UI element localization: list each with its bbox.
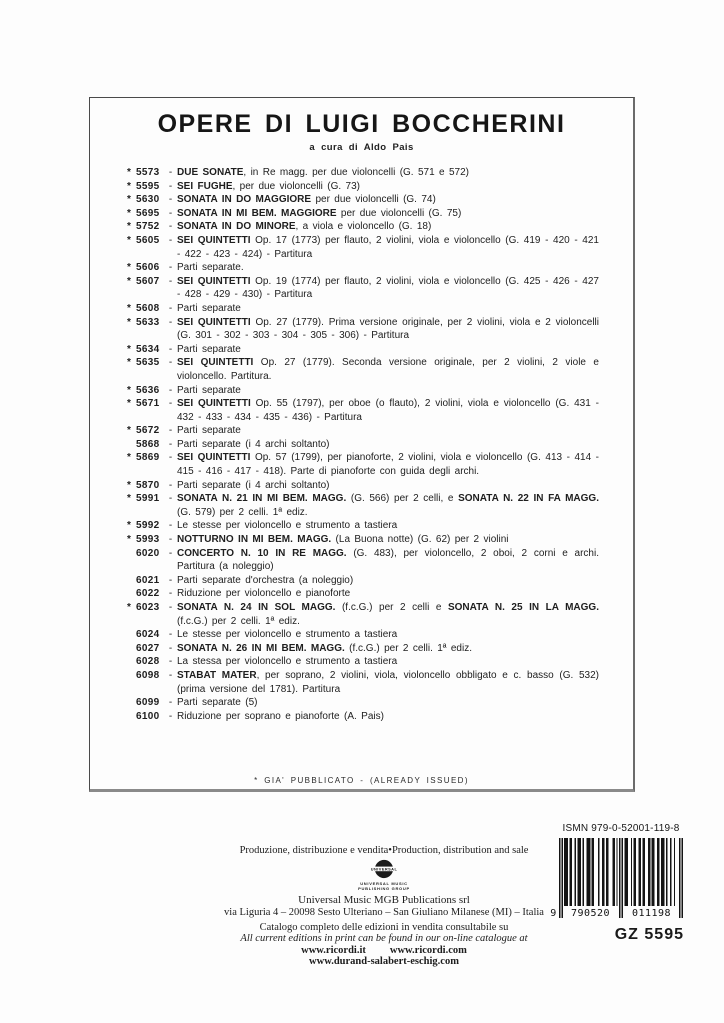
catalog-entry: * 5993 - NOTTURNO IN MI BEM. MAGG. (La Buona notte) (G. 62) per 2 violini <box>127 534 509 546</box>
ean13-barcode <box>550 838 683 919</box>
catalog-entry: 6021 - Parti separate d'orchestra (a noleggio) <box>136 574 354 586</box>
catalog-entry: * 5605 - SEI QUINTETTI Op. 17 (1773) per flauto, 2 violini, viola e violoncello (G. 419 - 420 - 421 - 422 - 423 - 424) - Partitura <box>127 234 599 260</box>
catalog-entry: * 5634 - Parti separate <box>127 343 241 355</box>
globe-icon <box>371 859 397 881</box>
barcode-bars <box>559 838 683 918</box>
catalog-entry: * 5695 - SONATA IN MI BEM. MAGGIORE per due violoncelli (G. 75) <box>127 207 462 219</box>
barcode-digits-left: 790520 <box>564 908 617 919</box>
catalog-entry: * 5633 - SEI QUINTETTI Op. 27 (1779). Prima versione originale, per 2 violini, viola e 2 violoncelli (G. 301 - 302 - 303 - 304 - 305 - 306) - Partitura <box>127 316 599 342</box>
catalog-entry: * 5869 - SEI QUINTETTI Op. 57 (1799), per pianoforte, 2 violini, viola e violoncello (G. 413 - 414 - 415 - 416 - 417 - 418). Parte di pianoforte con guida degli archi. <box>127 452 599 478</box>
catalog-entry: * 5671 - SEI QUINTETTI Op. 55 (1797), per oboe (o flauto), 2 violini, viola e violoncello (G. 431 - 432 - 433 - 434 - 435 - 436) - Partitura <box>127 398 599 423</box>
catalog-entry: 6028 - La stessa per violoncello e strumento a tastiera <box>136 656 398 668</box>
barcode-digits-right: 011198 <box>625 908 678 919</box>
publisher-address: via Liguria 4 – 20098 Sesto Ulteriano – San Giuliano Milanese (MI) – Italia <box>224 907 544 918</box>
catalog-entry: 6027 - SONATA N. 26 IN MI BEM. MAGG. (f.c.G.) per 2 celli. 1ª ediz. <box>136 642 472 654</box>
catalog-entry: 5868 - Parti separate (i 4 archi soltanto) <box>136 438 330 450</box>
catalog-list <box>127 166 599 723</box>
catalog-entry: * 5672 - Parti separate <box>127 425 241 437</box>
catalog-entry: * 5595 - SEI FUGHE, per due violoncelli (G. 73) <box>127 180 361 192</box>
website-row <box>183 945 585 956</box>
barcode-digit-lead: 9 <box>550 908 557 919</box>
catalog-entry: * 5573 - DUE SONATE, in Re magg. per due violoncelli (G. 571 e 572) <box>127 167 469 178</box>
logo-subtext-1: UNIVERSAL MUSIC <box>360 881 408 886</box>
catalog-entry: * 5752 - SONATA IN DO MINORE, a viola e violoncello (G. 18) <box>127 221 432 233</box>
website-durand: www.durand-salabert-eschig.com <box>309 956 459 967</box>
catalog-entry: * 5630 - SONATA IN DO MAGGIORE per due violoncelli (G. 74) <box>127 194 436 206</box>
plate-number: GZ 5595 <box>614 926 684 943</box>
website-ricordi-it: www.ricordi.it <box>301 945 366 956</box>
catalog-entry: * 5636 - Parti separate <box>127 384 241 396</box>
catalog-entry: * 5608 - Parti separate <box>127 302 241 314</box>
barcode-block <box>552 823 690 944</box>
ismn-number: ISMN 979-0-52001-119-8 <box>562 823 680 834</box>
catalog-entry: * 5635 - SEI QUINTETTI Op. 27 (1779). Seconda versione originale, per 2 violini, 2 viole e violoncello. Partitura. <box>127 357 599 382</box>
catalog-entry: 6020 - CONCERTO N. 10 IN RE MAGG. (G. 483), per violoncello, 2 oboi, 2 corni e archi. Partitura (a noleggio) <box>136 547 599 573</box>
page-title: OPERE DI LUIGI BOCCHERINI <box>157 110 566 138</box>
catalog-entry: 6100 - Riduzione per soprano e pianoforte (A. Pais) <box>136 710 384 722</box>
catalog-entry: * 5606 - Parti separate. <box>127 262 244 274</box>
distribution-line: Produzione, distribuzione e vendita•Production, distribution and sale <box>239 845 529 856</box>
publisher-company: Universal Music MGB Publications srl <box>298 894 470 906</box>
catalog-entry: * 5991 - SONATA N. 21 IN MI BEM. MAGG. (G. 566) per 2 celli, e SONATA N. 22 IN FA MAGG. (G. 579) per 2 celli. 1ª ediz. <box>127 493 599 518</box>
catalog-note-english: All current editions in print can be found in our on-line catalogue at <box>240 933 528 944</box>
catalog-entry: * 5607 - SEI QUINTETTI Op. 19 (1774) per flauto, 2 violini, viola e violoncello (G. 425 - 426 - 427 - 428 - 429 - 430) - Partitura <box>127 275 599 301</box>
catalog-entry: * 5870 - Parti separate (i 4 archi soltanto) <box>127 479 330 491</box>
catalog-entry: 6022 - Riduzione per violoncello e pianoforte <box>136 588 351 600</box>
catalog-note-italian: Catalogo completo delle edizioni in vendita consultabile su <box>259 922 509 933</box>
page-subtitle: a cura di Aldo Pais <box>309 142 414 153</box>
publisher-block <box>183 845 585 967</box>
issued-footnote: * GIA' PUBBLICATO - (ALREADY ISSUED) <box>254 776 469 785</box>
catalog-box <box>89 97 635 792</box>
catalog-entry: 6024 - Le stesse per violoncello e strumento a tastiera <box>136 629 398 641</box>
svg-text:UNIVERSAL: UNIVERSAL <box>371 866 397 872</box>
website-ricordi-com: www.ricordi.com <box>389 945 467 956</box>
catalog-entry: * 5992 - Le stesse per violoncello e strumento a tastiera <box>127 520 398 532</box>
catalog-entry: 6099 - Parti separate (5) <box>136 697 258 709</box>
catalog-entry: * 6023 - SONATA N. 24 IN SOL MAGG. (f.c.G.) per 2 celli e SONATA N. 25 IN LA MAGG. (f.c.G.) per 2 celli. 1ª ediz. <box>127 602 599 627</box>
logo-subtext-2: PUBLISHING GROUP <box>358 886 410 891</box>
universal-logo <box>324 859 444 891</box>
catalog-entry: 6098 - STABAT MATER, per soprano, 2 violini, viola, violoncello obbligato e c. basso (G. 532) (prima versione del 1781). Partitura <box>136 669 599 695</box>
